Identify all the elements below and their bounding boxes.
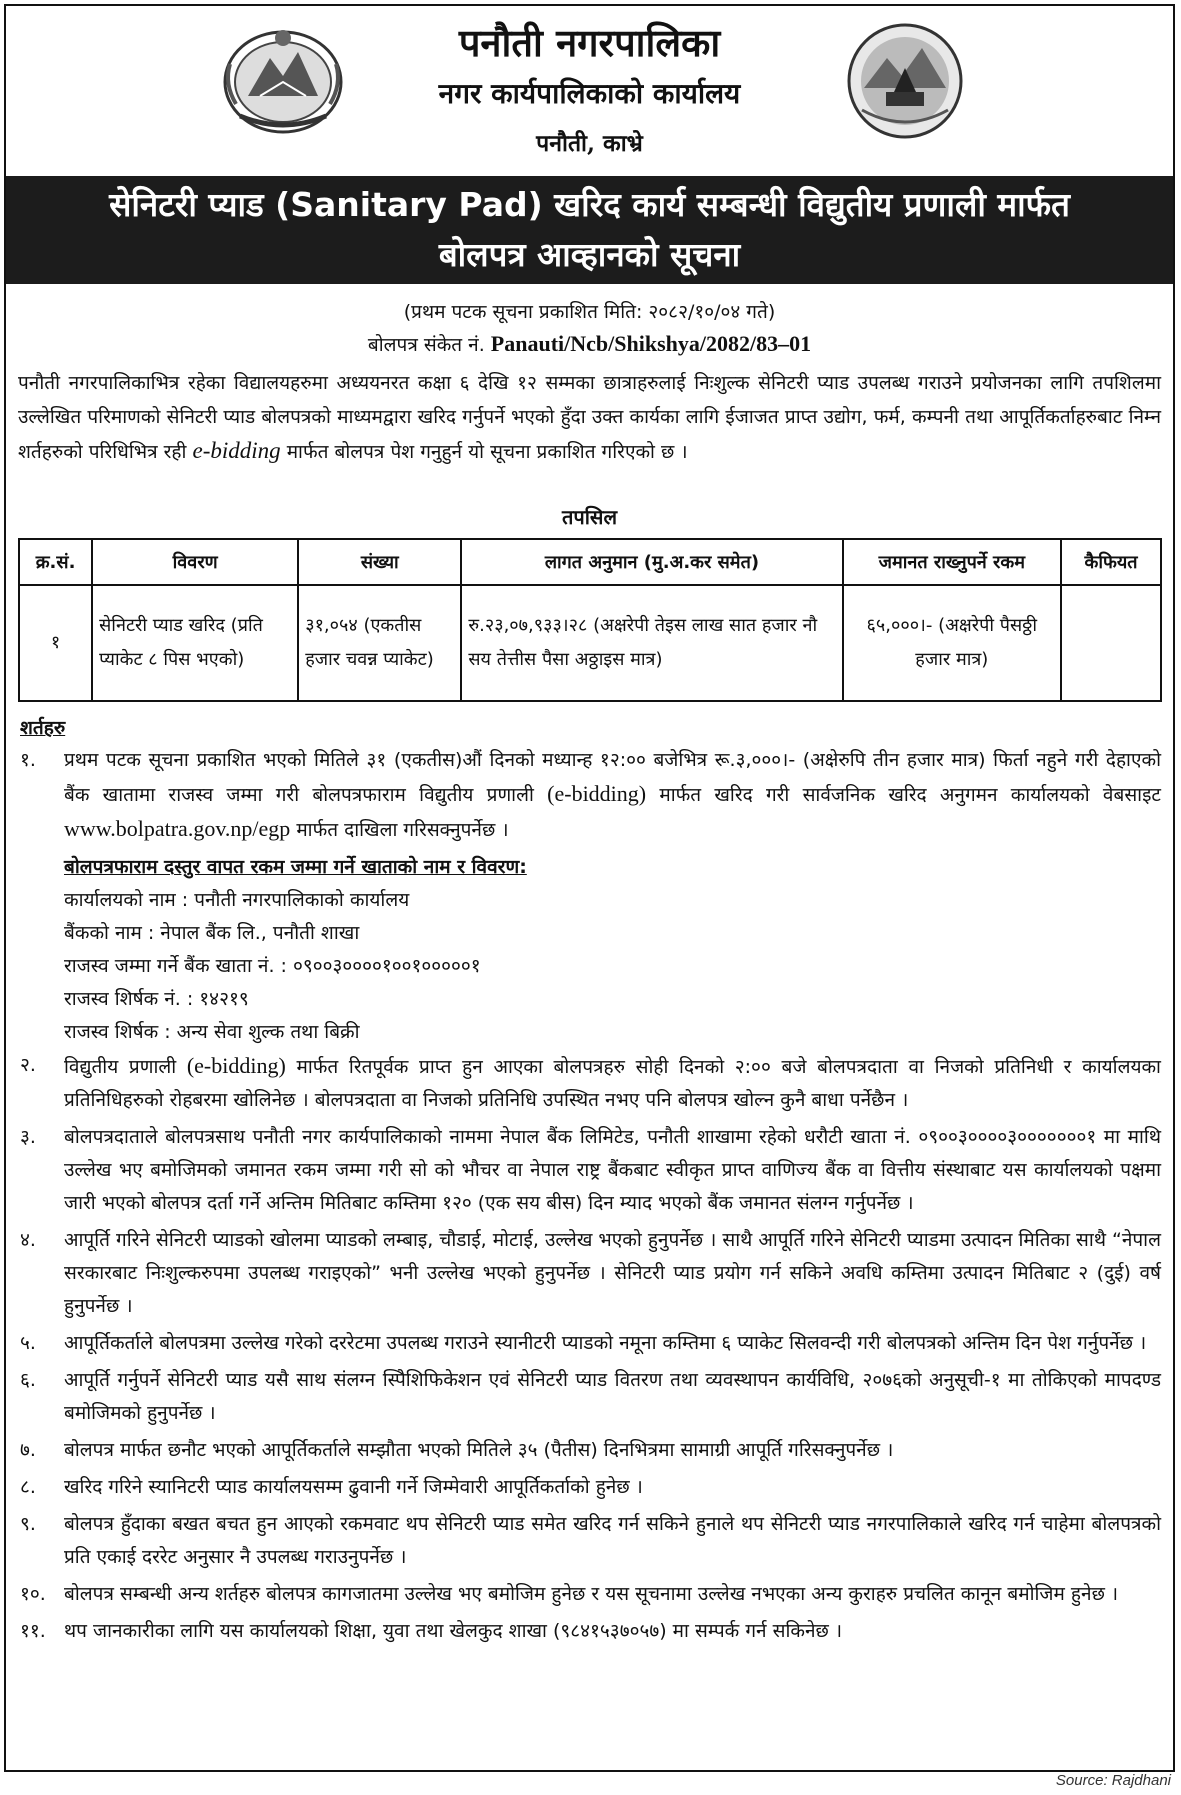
term-9 <box>18 1508 1161 1574</box>
account-number: राजस्व जम्मा गर्ने बैंक खाता नं. : ०९००३००००१००१०००००१ <box>64 955 481 977</box>
term-3-text: बोलपत्रदाताले बोलपत्रसाथ पनौती नगर कार्यपालिकाको नाममा नेपाल बैंक लिमिटेड, पनौती शाखामा रहेको धरौटी खाता नं. ०९००३००००३०००००००१ मा माथि उल्लेख भए बमोजिमको जमानत रकम जम्मा गरी सो को भौचर वा नेपाल राष्ट्र बैंकबाट स्वीकृत प्राप्त वाणिज्य बैंक वा वित्तीय संस्थाबाट यस कार्यालयको पक्षमा जारी भएको बोलपत्र दर्ता गर्ने अन्तिम मितिबाट कम्तिमा १२० (एक सय बीस) दिन म्याद भएको बैंक जमानत संलग्न गर्नुपर्नेछ । <box>64 1126 1161 1214</box>
intro-text-before: पनौती नगरपालिकाभित्र रहेका विद्यालयहरुमा अध्ययनरत कक्षा ६ देखि १२ सम्मका छात्राहरुलाई निःशुल्क सेनिटरी प्याड उपलब्ध गराउने प्रयोजनका लागि तपशिलमा उल्लेखित परिमाणको सेनिटरी प्याड बोलपत्रको माध्यमद्वारा खरिद गर्नुपर्ने भएको हुँदा उक्त कार्यका लागि ईजाजत प्राप्त उद्योग, फर्म, कम्पनी तथा आपूर्तिकर्ताहरुबाट निम्न शर्तहरुको परिधिभित्र रही <box>18 372 1162 463</box>
term-4 <box>18 1224 1161 1323</box>
source-credit: Source: Rajdhani <box>1055 1772 1171 1789</box>
term-6 <box>18 1364 1161 1430</box>
organization-name: पनौती नगरपालिका <box>458 20 721 65</box>
cell-description: सेनिटरी प्याड खरिद (प्रति प्याकेट ८ पिस भएको) <box>92 585 298 701</box>
revenue-head: राजस्व शिर्षक : अन्य सेवा शुल्क तथा बिक्री <box>64 1021 360 1043</box>
cell-security-amount: ६५,०००।- (अक्षरेपी पैसठ्ठी हजार मात्र) <box>843 585 1062 701</box>
term-number: ५. <box>20 1332 36 1354</box>
notice-page <box>4 4 1175 1772</box>
intro-paragraph <box>18 366 1161 469</box>
term-number: १०. <box>20 1583 46 1605</box>
publish-date: (प्रथम पटक सूचना प्रकाशित मिति: २०८२/१०/०४ गते) <box>403 301 776 323</box>
term-6-text: आपूर्ति गर्नुपर्ने सेनिटरी प्याड यसै साथ संलग्न स्पिेशिफिकेशन एवं सेनिटरी प्याड वितरण तथा व्यवस्थापन कार्यविधि, २०७६को अनुसूची-१ मा तोकिएको मापदण्ड बमोजिमको हुनुपर्नेछ । <box>64 1369 1161 1424</box>
terms-heading: शर्तहरु <box>20 717 66 739</box>
terms-list <box>18 744 1161 1652</box>
term-1 <box>18 744 1161 847</box>
reference-label: बोलपत्र संकेत नं. <box>367 334 485 356</box>
term-1-text-c: मार्फत खरिद गरी सार्वजनिक खरिद अनुगमन कार्यालयको वेबसाइट <box>659 784 1161 806</box>
term-3 <box>18 1121 1161 1220</box>
header-serial: क्र.सं. <box>19 539 92 585</box>
intro-ebidding: e-bidding <box>192 438 281 463</box>
bolpatra-website-link[interactable]: www.bolpatra.gov.np/egp <box>64 816 291 841</box>
municipality-logo-icon <box>842 18 968 144</box>
term-11 <box>18 1615 1161 1648</box>
term-number: ९. <box>20 1513 36 1535</box>
header-security-amount: जमानत राख्नुपर्ने रकम <box>843 539 1062 585</box>
term-8-text: खरिद गरिने स्यानिटरी प्याड कार्यालयसम्म ढुवानी गर्ने जिम्मेवारी आपूर्तिकर्ताको हुनेछ । <box>64 1476 643 1498</box>
term-number: ७. <box>20 1439 36 1461</box>
term-9-text: बोलपत्र हुँदाका बखत बचत हुन आएको रकमवाट थप सेनिटरी प्याड समेत खरिद गर्न सकिने हुनाले थप सेनिटरी प्याड नगरपालिकाले खरिद गर्न चाहेमा बोलपत्रको प्रति एकाई दररेट अनुसार नै उपलब्ध गराउनुपर्नेछ । <box>64 1513 1161 1568</box>
term-number: ३. <box>20 1126 36 1148</box>
term-8 <box>18 1471 1161 1504</box>
reference-code: Panauti/Ncb/Shikshya/2082/83–01 <box>490 331 812 356</box>
header-description: विवरण <box>92 539 298 585</box>
header-quantity: संख्या <box>298 539 461 585</box>
term-2-text-c: मार्फत रितपूर्वक प्राप्त हुन आएका बोलपत्रहरु सोही दिनको २:०० बजे बोलपत्रदाता वा निजको प्रतिनिधी र कार्यालयका प्रतिनिधिहरुको रोहबरमा खोलिनेछ । बोलपत्रदाता वा निजको प्रतिनिधि उपस्थित नभए पनि बोलपत्र खोल्न कुनै बाधा पर्नेछैन । <box>64 1056 1161 1111</box>
term-7-text: बोलपत्र मार्फत छनौट भएको आपूर्तिकर्ताले सम्झौता भएको मितिले ३५ (पैतीस) दिनभित्रमा सामाग्री आपूर्ति गरिसक्नुपर्नेछ । <box>64 1439 894 1461</box>
schedule-title: तपसिल <box>561 505 618 529</box>
account-bank: बैंकको नाम : नेपाल बैंक लि., पनौती शाखा <box>64 922 360 944</box>
cell-cost-estimate: रु.२३,०७,९३३।२८ (अक्षरेपी तेइस लाख सात हजार नौ सय तेत्तीस पैसा अठ्ठाइस मात्र) <box>461 585 842 701</box>
term-10-text: बोलपत्र सम्बन्धी अन्य शर्तहरु बोलपत्र कागजातमा उल्लेख भए बमोजिम हुनेछ र यस सूचनामा उल्लेख नभएका अन्य कुराहरु प्रचलित कानून बमोजिम हुनेछ । <box>64 1583 1119 1605</box>
term-7 <box>18 1434 1161 1467</box>
term-number: १. <box>20 749 36 771</box>
cell-serial: १ <box>19 585 92 701</box>
term-11-text: थप जानकारीका लागि यस कार्यालयको शिक्षा, युवा तथा खेलकुद शाखा (९८४१५३७०५७) मा सम्पर्क गर्न सकिनेछ । <box>64 1620 843 1642</box>
intro-text-after: मार्फत बोलपत्र पेश गनुहुर्न यो सूचना प्रकाशित गरिएको छ । <box>286 441 688 463</box>
term-4-text: आपूर्ति गरिने सेनिटरी प्याडको खोलमा प्याडको लम्बाइ, चौडाई, मोटाई, उल्लेख भएको हुनुपर्नेछ । साथै आपूर्ति गरिने सेनिटरी प्याडमा उत्पादन मितिका साथै “नेपाल सरकारबाट निःशुल्करुपमा उपलब्ध गराइएको” भनी उल्लेख भएको हुनुपर्नेछ । सेनिटरी प्याड प्रयोग गर्न सकिने अवधि कम्तिमा उत्पादन मितिबाट २ (दुई) वर्ष हुनुपर्नेछ । <box>64 1229 1161 1317</box>
term-number: ८. <box>20 1476 36 1498</box>
banner-title-line2: बोलपत्र आव्हानको सूचना <box>438 235 741 274</box>
header-remarks: कैफियत <box>1061 539 1161 585</box>
schedule-table <box>18 538 1162 702</box>
term-number: ६. <box>20 1369 36 1391</box>
office-location: पनौती, काभ्रे <box>536 130 643 157</box>
account-details-title: बोलपत्रफाराम दस्तुर वापत रकम जम्मा गर्ने खाताको नाम र विवरण: <box>64 856 527 878</box>
notice-meta <box>6 296 1173 361</box>
term-5 <box>18 1327 1161 1360</box>
account-details <box>18 851 1161 1049</box>
table-header-row <box>19 539 1161 585</box>
notice-banner <box>6 176 1173 284</box>
office-name: नगर कार्यपालिकाको कार्यालय <box>438 77 741 110</box>
reference-line <box>6 328 1173 361</box>
term-1-text-e: मार्फत दाखिला गरिसक्नुपर्नेछ । <box>296 819 509 841</box>
account-office: कार्यालयको नाम : पनौती नगरपालिकाको कार्यालय <box>64 889 410 911</box>
header-cost-estimate: लागत अनुमान (मु.अ.कर समेत) <box>461 539 842 585</box>
term-2-ebidding: (e-bidding) <box>186 1053 286 1078</box>
cell-remarks <box>1061 585 1161 701</box>
revenue-head-number: राजस्व शिर्षक नं. : १४२१९ <box>64 988 249 1010</box>
term-1-text-a: प्रथम पटक सूचना प्रकाशित भएको मितिले ३१ (एकतीस)औं दिनको मध्यान्ह १२:०० बजेभित्र रू.३,०००।- (अक्षेरुपि तीन हजार मात्र) फिर्ता नहुने गरी देहाएको बैंक खातामा राजस्व जम्मा गरी बोलपत्रफाराम विद्युतीय प्रणाली <box>64 749 1161 806</box>
term-2 <box>18 1049 1161 1117</box>
term-2-text-a: विद्युतीय प्रणाली <box>64 1056 177 1078</box>
term-number: ४. <box>20 1229 36 1251</box>
banner-title-line1: सेनिटरी प्याड (Sanitary Pad) खरिद कार्य सम्बन्धी विद्युतीय प्रणाली मार्फत <box>109 185 1070 224</box>
term-1-ebidding: (e-bidding) <box>547 781 647 806</box>
term-number: ११. <box>20 1620 46 1642</box>
term-5-text: आपूर्तिकर्ताले बोलपत्रमा उल्लेख गरेको दररेटमा उपलब्ध गराउने स्यानीटरी प्याडको नमूना कम्तिमा ६ प्याकेट सिलवन्दी गरी बोलपत्रको अन्तिम दिन पेश गर्नुपर्नेछ । <box>64 1332 1147 1354</box>
header <box>6 6 1173 176</box>
term-10 <box>18 1578 1161 1611</box>
table-row <box>19 585 1161 701</box>
cell-quantity: ३१,०५४ (एकतीस हजार चवन्न प्याकेट) <box>298 585 461 701</box>
term-number: २. <box>20 1054 36 1076</box>
